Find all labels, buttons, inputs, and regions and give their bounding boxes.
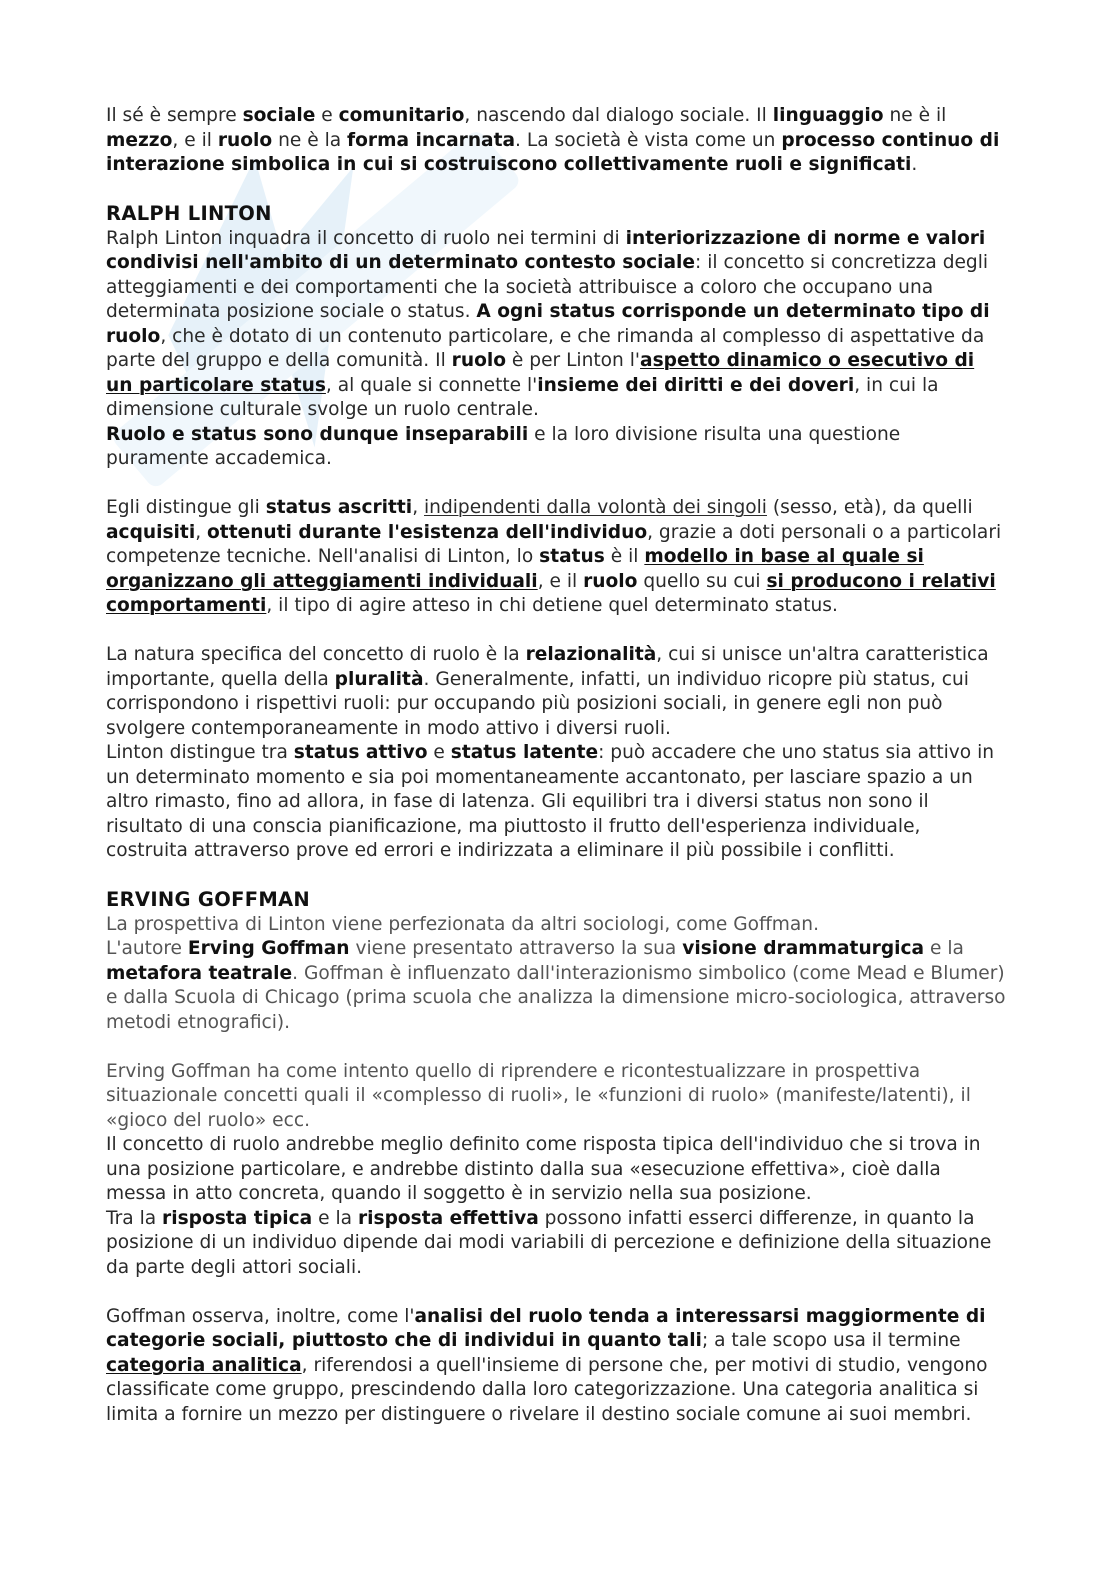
heading-erving-goffman: ERVING GOFFMAN bbox=[106, 888, 311, 911]
text: , in cui la dimensione culturale svolge un ruolo centrale. bbox=[106, 374, 939, 420]
bold-text: linguaggio bbox=[772, 105, 884, 126]
paragraph-goffman-intent bbox=[106, 1060, 1006, 1134]
bold-underlined-text: categoria analitica bbox=[106, 1354, 302, 1376]
bold-text: comunitario bbox=[338, 105, 465, 126]
text: , cui si unisce un'altra caratteristica importante, quella della bbox=[106, 644, 989, 690]
text: Il concetto di ruolo andrebbe meglio definito come risposta tipica dell'individuo che si trova in una posizione particolare, e andrebbe distinto dalla sua «esecuzione effettiva», cioè dalla messa in atto concreta, quando il soggetto è in servizio nella sua posizione. bbox=[106, 1134, 981, 1204]
text: ; a tale scopo usa il termine bbox=[701, 1330, 961, 1351]
paragraph-goffman-intro bbox=[106, 913, 1006, 938]
bold-text: Ruolo e status sono dunque inseparabili bbox=[106, 423, 529, 445]
bold-text: status latente bbox=[450, 742, 599, 763]
bold-text: forma incarnata bbox=[347, 129, 516, 151]
bold-text: status bbox=[539, 546, 605, 567]
bold-text: A ogni status corrisponde un determinato tipo di ruolo bbox=[106, 301, 990, 347]
paragraph-role-definition bbox=[106, 1133, 1006, 1207]
bold-text: mezzo bbox=[106, 129, 173, 151]
text: , che è dotato di un contenuto particolare, e che rimanda al complesso di aspettative da parte del gruppo e della comunità. Il bbox=[106, 325, 985, 371]
text: e bbox=[315, 105, 339, 126]
bold-text: pluralità bbox=[334, 668, 424, 690]
paragraph-intro bbox=[106, 104, 1006, 178]
bold-text: ruolo bbox=[217, 129, 273, 151]
paragraph-status-types bbox=[106, 496, 1006, 619]
bold-text: relazionalità bbox=[525, 644, 657, 665]
text: e la bbox=[924, 938, 964, 959]
text: . La società è vista come un bbox=[515, 129, 782, 151]
text: La natura specifica del concetto di ruolo è la bbox=[106, 644, 526, 665]
bold-text: sociale bbox=[242, 105, 316, 126]
text: , il tipo di agire atteso in chi detiene quel determinato status. bbox=[266, 595, 838, 616]
text: , al quale si connette l' bbox=[325, 374, 538, 396]
bold-text: insieme dei diritti e dei doveri bbox=[537, 374, 855, 396]
text: , bbox=[195, 521, 208, 543]
text: è per Linton l' bbox=[506, 350, 641, 371]
text: . bbox=[911, 154, 918, 175]
text: : il concetto si concretizza degli atteggiamenti e dei comportamenti che la società attribuisce a coloro che occupano una determinata posizione sociale o status. bbox=[106, 252, 989, 322]
bold-text: ottenuti durante l'esistenza dell'individuo bbox=[207, 521, 648, 543]
document-page bbox=[106, 104, 1006, 1452]
bold-text: status ascritti bbox=[265, 497, 413, 518]
bold-text: status attivo bbox=[293, 742, 428, 763]
bold-text: processo continuo di interazione simbolica in cui si costruiscono collettivamente ruoli e significati bbox=[106, 129, 1000, 175]
text: quello su cui bbox=[637, 570, 767, 592]
bold-text: analisi del ruolo tenda a interessarsi maggiormente di categorie sociali, piuttosto che di individui in quanto tali bbox=[106, 1305, 986, 1351]
paragraph-linton-role bbox=[106, 227, 1006, 423]
text: è il bbox=[604, 546, 645, 567]
paragraph-active-latent-status bbox=[106, 741, 1006, 864]
text: e bbox=[427, 742, 451, 763]
text: e la loro divisione risulta una questione puramente accademica. bbox=[106, 423, 901, 469]
bold-text: risposta tipica bbox=[162, 1207, 313, 1229]
bold-text: Erving Goffman bbox=[187, 938, 350, 959]
text: : può accadere che uno status sia attivo in un determinato momento e sia poi momentaneamente accantonato, per lasciare spazio a un altro rimasto, fino ad allora, in fase di latenza. Gli equilibri tra i diversi status non sono il risultato di una conscia pianificazione, ma piuttosto il frutto dell'esperienza individuale, costruita attraverso prove ed errori e indirizzata a eliminare il più possibile i conflitti. bbox=[106, 742, 995, 861]
text: . Goffman è influenzato dall'interazionismo simbolico (come Mead e Blumer) e dalla Scuola di Chicago (prima scuola che analizza la dimensione micro-sociologica, attraverso metodi etnografici). bbox=[106, 962, 1006, 1033]
text: ne è la bbox=[272, 129, 348, 151]
bold-text: interiorizzazione di norme e valori condivisi nell'ambito di un determinato contesto sociale bbox=[106, 227, 986, 273]
text: possono infatti esserci differenze, in quanto la posizione di un individuo dipende dai modi variabili di percezione e definizione della situazione da parte degli attori sociali. bbox=[106, 1207, 992, 1278]
heading-ralph-linton: RALPH LINTON bbox=[106, 202, 272, 225]
text: , riferendosi a quell'insieme di persone che, per motivi di studio, vengono classificate come gruppo, prescindendo dalla loro categorizzazione. Una categoria analitica si limita a fornire un mezzo per distinguere o rivelare il destino sociale comune ai suoi membri. bbox=[106, 1354, 988, 1425]
text: Egli distingue gli bbox=[106, 497, 266, 518]
text: , grazie a doti personali o a particolari competenze tecniche. Nell'analisi di Linton, lo bbox=[106, 521, 1002, 567]
bold-text: visione drammaturgica bbox=[682, 938, 925, 959]
text: , e il bbox=[172, 129, 218, 151]
paragraph-analytic-category bbox=[106, 1305, 1006, 1428]
text: , e il bbox=[537, 570, 584, 592]
bold-text: ruolo bbox=[583, 570, 638, 592]
text: , nascendo dal dialogo sociale. Il bbox=[464, 105, 773, 126]
bold-text: metafora teatrale bbox=[106, 962, 293, 984]
text: Tra la bbox=[106, 1207, 163, 1229]
bold-underlined-text: modello in base al quale si organizzano gli atteggiamenti individuali bbox=[106, 546, 924, 592]
text: . Generalmente, infatti, un individuo ricopre più status, cui corrispondono i rispettivi ruoli: pur occupando più posizioni sociali, in genere egli non può svolgere contemporaneamente in modo attivo i diversi ruoli. bbox=[106, 668, 969, 739]
text: (sesso, età), da quelli bbox=[766, 497, 973, 518]
text: Erving Goffman ha come intento quello di riprendere e ricontestualizzare in prospettiva situazionale concetti quali il «complesso di ruoli», le «funzioni di ruolo» (manifeste/latenti), il «gioco del ruolo» ecc. bbox=[106, 1060, 971, 1131]
text: , bbox=[412, 497, 425, 518]
bold-underlined-text: si producono i relativi comportamenti bbox=[106, 570, 996, 616]
paragraph-typical-effective-response bbox=[106, 1207, 1006, 1281]
text: Linton distingue tra bbox=[106, 742, 294, 763]
text: e la bbox=[312, 1207, 358, 1229]
text: viene presentato attraverso la sua bbox=[349, 938, 683, 959]
paragraph-relationality bbox=[106, 643, 1006, 741]
text: Ralph Linton inquadra il concetto di ruolo nei termini di bbox=[106, 227, 626, 249]
text: L'autore bbox=[106, 938, 188, 959]
paragraph-role-status-inseparable bbox=[106, 423, 1006, 472]
text: ne è il bbox=[883, 105, 947, 126]
bold-underlined-text: aspetto dinamico o esecutivo di un particolare status bbox=[106, 350, 975, 396]
text: Goffman osserva, inoltre, come l' bbox=[106, 1305, 415, 1327]
paragraph-goffman-dramaturgy bbox=[106, 937, 1006, 1035]
bold-text: acquisiti bbox=[106, 521, 196, 543]
text: Il sé è sempre bbox=[106, 105, 243, 126]
bold-text: risposta effettiva bbox=[357, 1207, 539, 1229]
text: La prospettiva di Linton viene perfezionata da altri sociologi, come Goffman. bbox=[106, 913, 819, 935]
underlined-text: indipendenti dalla volontà dei singoli bbox=[424, 497, 767, 518]
bold-text: ruolo bbox=[451, 350, 507, 371]
